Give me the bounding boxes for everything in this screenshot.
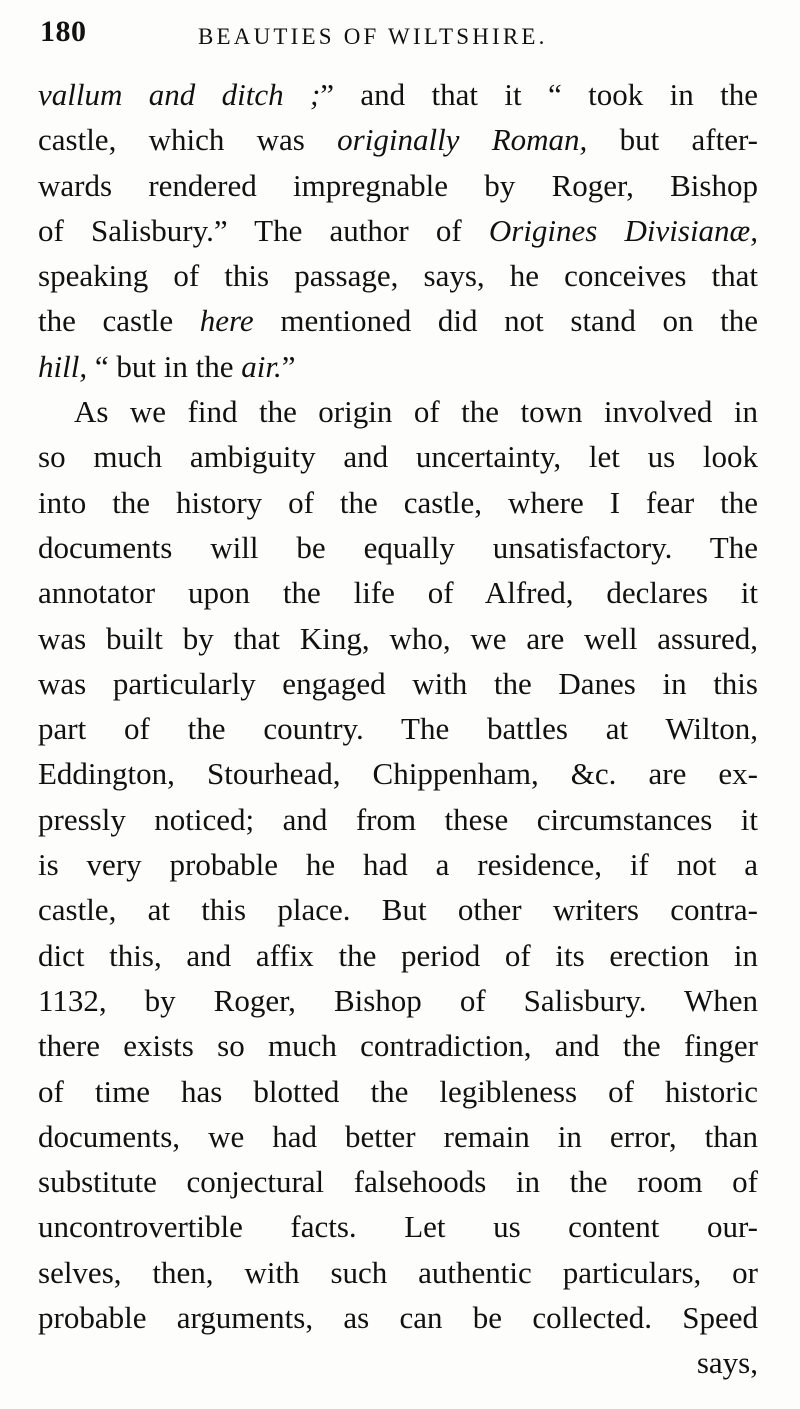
text-run: speaking of this passage, says, he conceives that [38, 258, 758, 294]
italic-text: air. [241, 348, 282, 384]
page-number: 180 [40, 15, 87, 48]
text-line [38, 706, 758, 751]
text-run: says, [696, 1345, 758, 1381]
text-run: is very probable he had a residence, if not a [38, 847, 758, 883]
text-line [38, 842, 758, 887]
text-line [38, 1295, 758, 1340]
text-run: uncontrovertible facts. Let us content our- [38, 1209, 758, 1245]
text-run: substitute conjectural falsehoods in the room of [38, 1164, 758, 1200]
text-line [38, 208, 758, 253]
text-line [38, 1250, 758, 1295]
text-line [38, 887, 758, 932]
text-line [38, 616, 758, 661]
text-run: there exists so much contradiction, and the finger [38, 1028, 758, 1064]
text-run: mentioned did not stand on the [253, 303, 758, 339]
text-run: Eddington, Stourhead, Chippenham, &c. are ex- [38, 756, 758, 792]
text-line [38, 661, 758, 706]
text-run: but after- [587, 122, 758, 158]
italic-text: originally Roman, [337, 122, 588, 158]
text-run: pressly noticed; and from these circumstances it [38, 801, 758, 837]
text-run: so much ambiguity and uncertainty, let us look [38, 439, 758, 475]
text-line [38, 72, 758, 117]
text-line [38, 253, 758, 298]
text-line [38, 933, 758, 978]
text-run: As we find the origin of the town involved in [74, 394, 758, 430]
text-run: of time has blotted the legibleness of historic [38, 1073, 758, 1109]
text-run: documents, we had better remain in error, than [38, 1118, 758, 1154]
text-run: documents will be equally unsatisfactory. The [38, 529, 758, 565]
running-title: BEAUTIES OF WILTSHIRE. [198, 24, 548, 49]
text-line [38, 117, 758, 162]
page-header [40, 14, 760, 54]
text-line [38, 570, 758, 615]
text-line [38, 1159, 758, 1204]
text-line [38, 389, 758, 434]
text-run: castle, at this place. But other writers contra- [38, 892, 758, 928]
text-line [38, 163, 758, 208]
text-run: dict this, and affix the period of its erection in [38, 937, 758, 973]
text-run: of Salisbury.” The author of [38, 212, 489, 248]
text-run: ” and that it “ took in the [320, 77, 758, 112]
text-line [38, 978, 758, 1023]
catchword [38, 1340, 758, 1385]
italic-text: here [199, 303, 254, 339]
text-line [38, 480, 758, 525]
text-line [38, 797, 758, 842]
text-run: selves, then, with such authentic particulars, or [38, 1254, 758, 1290]
text-run: probable arguments, as can be collected. Speed [38, 1300, 758, 1336]
text-run: part of the country. The battles at Wilton, [38, 711, 758, 747]
text-line [38, 344, 758, 389]
text-run: ” [281, 348, 296, 384]
text-run: castle, which was [38, 122, 338, 158]
text-run: into the history of the castle, where I fear the [38, 484, 758, 520]
text-line [38, 751, 758, 796]
text-run: 1132, by Roger, Bishop of Salisbury. When [38, 982, 758, 1018]
text-line [38, 1114, 758, 1159]
text-line [38, 1204, 758, 1249]
text-line [38, 525, 758, 570]
text-run: the castle [38, 303, 200, 339]
body-text [38, 72, 758, 1386]
text-line [38, 298, 758, 343]
italic-text: vallum and ditch ; [38, 77, 321, 112]
text-run: annotator upon the life of Alfred, declares it [38, 575, 758, 611]
text-line [38, 1023, 758, 1068]
text-run: “ but in the [87, 348, 242, 384]
text-run: was built by that King, who, we are well assured, [38, 620, 758, 656]
text-line [38, 434, 758, 479]
italic-text: Origines Divisianæ, [488, 212, 758, 248]
text-run: was particularly engaged with the Danes in this [38, 665, 758, 701]
text-run: wards rendered impregnable by Roger, Bishop [38, 167, 758, 203]
text-line [38, 1069, 758, 1114]
italic-text: hill, [38, 348, 88, 384]
